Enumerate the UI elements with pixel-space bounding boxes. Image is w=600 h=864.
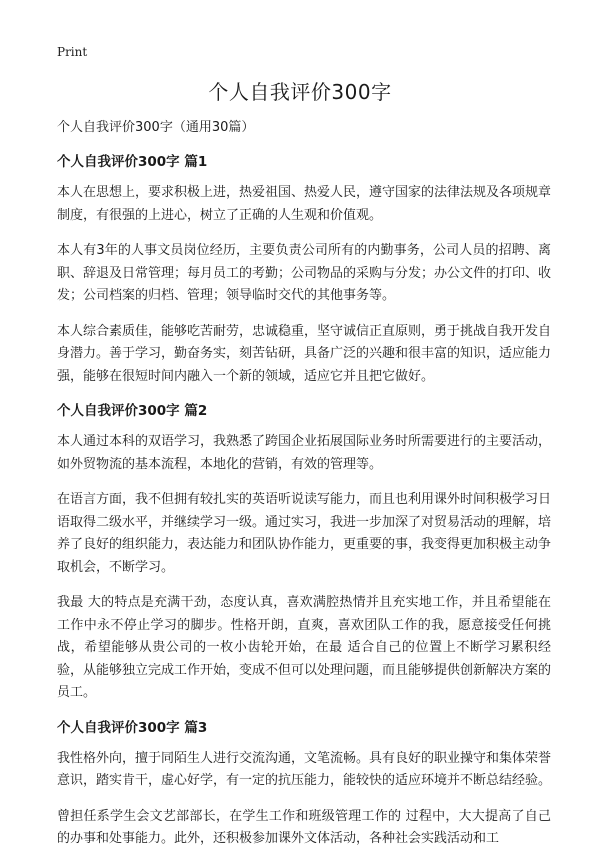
document-subtitle: 个人自我评价300字（通用30篇）	[57, 120, 255, 135]
document-body	[57, 118, 551, 864]
paragraph: 我性格外向，擅于同陌生人进行交流沟通，文笔流畅。具有良好的职业操守和集体荣誉意识，踏实肯干，虚心好学，有一定的抗压能力，能较快的适应环境并不断总结经验。	[57, 750, 552, 788]
paragraph: 在语言方面，我不但拥有较扎实的英语听说读写能力，而且也利用课外时间积极学习日语取得二级水平，并继续学习一级。通过实习，我进一步加深了对贸易活动的理解，培养了良好的组织能力，表达能力和团队协作能力，更重要的事，我变得更加积极主动争取机会，不断学习。	[57, 492, 552, 575]
print-label: Print	[57, 45, 88, 59]
page-title: 个人自我评价300字	[208, 80, 392, 104]
paragraph: 本人综合素质佳，能够吃苦耐劳，忠诚稳重，坚守诚信正直原则，勇于挑战自我开发自身潜力。善于学习，勤奋务实，刻苦钻研，具备广泛的兴趣和很丰富的知识，适应能力强，能够在很短时间内融入一个新的领域，适应它并且把它做好。	[57, 323, 552, 384]
section-1	[57, 152, 551, 388]
paragraph: 曾担任系学生会文艺部部长，在学生工作和班级管理工作的 过程中，大大提高了自己的办事和处事能力。此外，还积极参加课外文体活动，各种社会实践活动和工	[57, 808, 551, 846]
section-heading: 个人自我评价300字 篇3	[57, 719, 208, 736]
section-3	[57, 718, 551, 851]
paragraph: 我最 大的特点是充满干劲，态度认真，喜欢满腔热情并且充实地工作，并且希望能在工作中永不停止学习的脚步。性格开朗，直爽，喜欢团队工作的我，愿意接受任何挑战，希望能够从贵公司的一枚小齿轮开始，在最 适合自己的位置上不断学习累积经验，从能够独立完成工作开始，变成不但可以处理问题，而且能够提供创新解决方案的员工。	[57, 595, 552, 700]
section-heading: 个人自我评价300字 篇2	[57, 403, 208, 419]
paragraph: 本人通过本科的双语学习，我熟悉了跨国企业拓展国际业务时所需要进行的主要活动，如外贸物流的基本流程，本地化的营销，有效的管理等。	[57, 434, 552, 472]
section-heading: 个人自我评价300字 篇1	[57, 154, 208, 170]
paragraph: 本人在思想上，要求积极上进，热爱祖国、热爱人民，遵守国家的法律法规及各项规章制度，有很强的上进心，树立了正确的人生观和价值观。	[57, 185, 552, 223]
paragraph: 本人有3年的人事文员岗位经历，主要负责公司所有的内勤事务，公司人员的招聘、离职、辞退及日常管理；每月员工的考勤；公司物品的采购与分发；办公文件的打印、收发；公司档案的归档、管理；领导临时交代的其他事务等。	[57, 243, 552, 303]
section-2	[57, 401, 551, 705]
